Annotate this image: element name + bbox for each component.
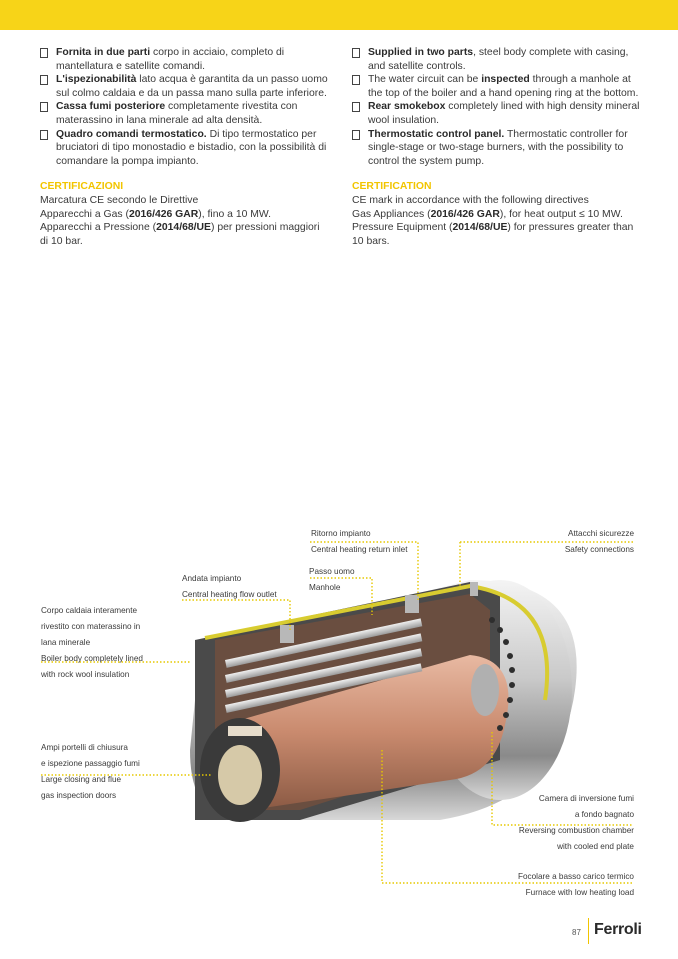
italian-certification bbox=[40, 180, 330, 248]
footer-divider bbox=[588, 918, 589, 944]
brand-logo: Ferroli bbox=[594, 921, 642, 938]
english-certification bbox=[352, 180, 642, 248]
label-manhole: Passo uomo Manhole bbox=[309, 567, 355, 592]
cert-line: Apparecchi a Gas (2016/426 GAR), fino a 10 MW. bbox=[40, 208, 272, 220]
bullet-box-icon bbox=[40, 130, 48, 140]
furnace-end bbox=[471, 664, 499, 716]
cert-line: Pressure Equipment (2014/68/UE) for pressures greater than 10 bars. bbox=[352, 222, 634, 247]
bullet-box-icon bbox=[352, 130, 360, 140]
list-item: Rear smokebox completely lined with high density mineral wool insulation. bbox=[352, 100, 642, 127]
list-item: L'ispezionabilità lato acqua è garantita da un passo uomo sul colmo caldaia e da un passa mano sulla parte inferiore. bbox=[40, 73, 330, 100]
cert-line: Gas Appliances (2016/426 GAR), for heat output ≤ 10 MW. bbox=[352, 208, 623, 220]
label-reversing-chamber: Camera di inversione fumi a fondo bagnato Reversing combustion chamber with cooled end plate bbox=[518, 794, 634, 851]
bullet-box-icon bbox=[40, 75, 48, 85]
list-item: Quadro comandi termostatico. Di tipo termostatico per bruciatori di tipo monostadio e bistadio, con la possibilità di comandare la pompa impianto. bbox=[40, 128, 330, 169]
top-accent-bar bbox=[0, 0, 678, 30]
page-number: 87 bbox=[572, 928, 581, 937]
italian-column bbox=[40, 46, 330, 248]
english-feature-list bbox=[352, 46, 642, 168]
label-return-inlet: Ritorno impianto Central heating return inlet bbox=[311, 529, 408, 554]
list-item: Supplied in two parts, steel body complete with casing, and satellite controls. bbox=[352, 46, 642, 73]
list-item: Cassa fumi posteriore completamente rivestita con materassino in lana minerale ad alta densità. bbox=[40, 100, 330, 127]
label-safety-connections: Attacchi sicurezze Safety connections bbox=[564, 529, 634, 554]
list-item: Thermostatic control panel. Thermostatic controller for single-stage or two-stage burners, with the possibility to control the system pump. bbox=[352, 128, 642, 169]
return-nozzle bbox=[405, 595, 419, 613]
list-item: The water circuit can be inspected through a manhole at the top of the boiler and a hand opening ring at the bottom. bbox=[352, 73, 642, 100]
label-furnace: Focolare a basso carico termico Furnace with low heating load bbox=[517, 872, 634, 897]
cert-heading: CERTIFICATION bbox=[352, 181, 432, 193]
bullet-box-icon bbox=[352, 102, 360, 112]
burner-port bbox=[218, 745, 262, 805]
label-flow-outlet: Andata impianto Central heating flow outlet bbox=[182, 574, 277, 599]
cert-heading: CERTIFICAZIONI bbox=[40, 181, 124, 193]
bullet-box-icon bbox=[40, 102, 48, 112]
cert-line: CE mark in accordance with the following directives bbox=[352, 194, 589, 206]
bullet-box-icon bbox=[352, 48, 360, 58]
english-column bbox=[352, 46, 642, 248]
list-item: Fornita in due parti corpo in acciaio, completo di mantellatura e satellite comandi. bbox=[40, 46, 330, 73]
label-inspection-doors: Ampi portelli di chiusura e ispezione passaggio fumi Large closing and flue gas inspection doors bbox=[41, 743, 140, 800]
italian-feature-list bbox=[40, 46, 330, 168]
bullet-box-icon bbox=[40, 48, 48, 58]
cert-line: Marcatura CE secondo le Direttive bbox=[40, 194, 199, 206]
label-boiler-body: Corpo caldaia interamente rivestito con materassino in lana minerale Boiler body completely lined with rock wool insulation bbox=[41, 606, 143, 679]
bullet-box-icon bbox=[352, 75, 360, 85]
inspection-door bbox=[228, 726, 262, 736]
flow-nozzle bbox=[280, 625, 294, 643]
safety-nozzle bbox=[470, 582, 478, 596]
boiler-cutaway-diagram bbox=[0, 520, 678, 920]
cert-line: Apparecchi a Pressione (2014/68/UE) per pressioni maggiori di 10 bar. bbox=[40, 222, 320, 247]
